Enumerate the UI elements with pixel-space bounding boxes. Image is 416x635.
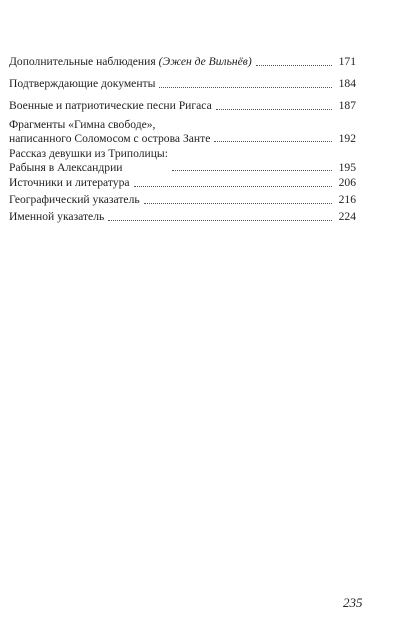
toc-entry	[9, 193, 356, 207]
dot-leader	[134, 185, 332, 187]
toc-entry-page: 195	[338, 160, 356, 174]
dot-leader	[144, 202, 332, 204]
toc-entry-title: Географический указатель	[9, 193, 140, 206]
toc-entry-page: 171	[338, 55, 356, 68]
dot-leader	[216, 108, 332, 110]
toc-entry-title: Источники и литература	[9, 176, 130, 189]
dot-leader	[256, 64, 332, 66]
toc-entry-title-line: Фрагменты «Гимна свободе»,	[9, 118, 156, 131]
toc-entry-title: Военные и патриотические песни Ригаса	[9, 99, 212, 112]
toc-entry-title-line: написанного Соломосом с острова Занте	[9, 131, 211, 145]
toc-entry-page: 216	[338, 193, 356, 206]
toc-entry	[9, 99, 356, 113]
dot-leader	[159, 86, 332, 88]
toc-entry-page: 192	[338, 131, 356, 145]
dot-leader	[108, 219, 332, 221]
toc-entry-title-line: Рассказ девушки из Триполицы:	[9, 147, 168, 160]
toc-entry-page: 187	[338, 99, 356, 112]
toc-entry	[9, 147, 356, 174]
toc-entry-page: 184	[338, 77, 356, 90]
page-number: 235	[343, 595, 363, 610]
toc-entry	[9, 210, 356, 224]
toc-entry	[9, 118, 356, 145]
toc-entry-title: Именной указатель	[9, 210, 105, 223]
toc-entry-title: Подтверждающие документы	[9, 77, 156, 90]
toc-entry-author: (Эжен де Вильнёв)	[158, 55, 252, 68]
toc-entry	[9, 176, 356, 190]
toc-entry	[9, 55, 356, 69]
toc-entry-title: Дополнительные наблюдения (Эжен де Вильнёв)	[9, 55, 252, 68]
toc-entry-page: 224	[338, 210, 356, 223]
toc-entry-title	[9, 147, 168, 174]
toc-entry-title-line: Рабыня в Александрии	[9, 160, 123, 174]
dot-leader	[172, 169, 332, 171]
toc-entry-page: 206	[338, 176, 356, 189]
toc-entry	[9, 77, 356, 91]
toc-entry-title	[9, 118, 210, 145]
dot-leader	[214, 140, 332, 142]
